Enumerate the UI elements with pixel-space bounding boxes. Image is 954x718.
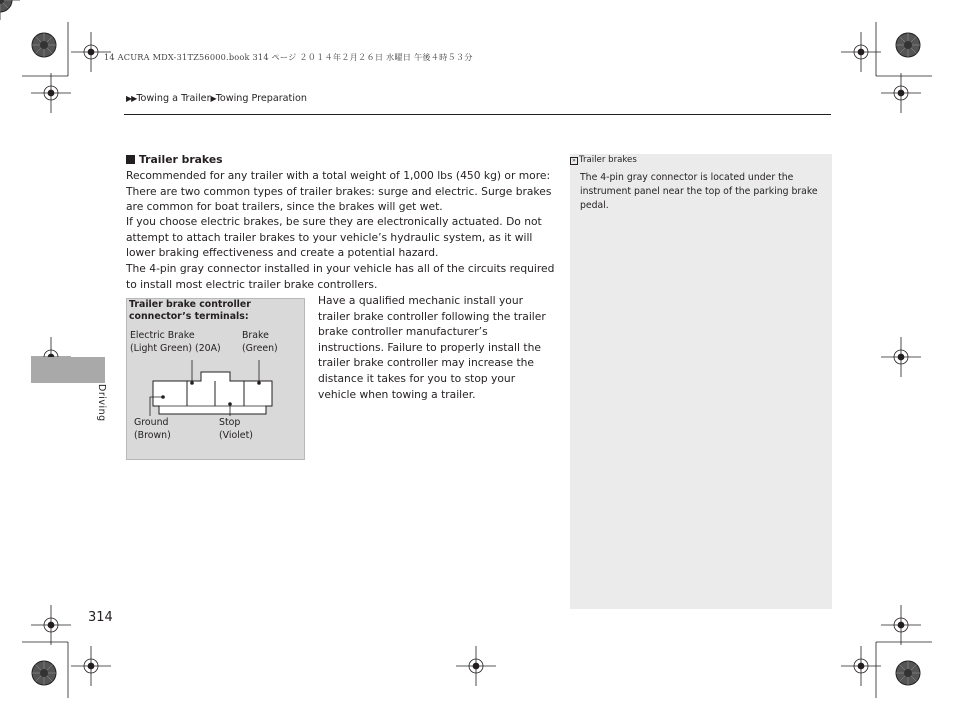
square-bullet-icon <box>126 155 135 164</box>
breadcrumb-separator: ▶ <box>210 94 216 103</box>
chapter-tab-label: Driving <box>96 384 107 422</box>
page-number: 314 <box>88 610 113 625</box>
note-arrow-icon: » <box>570 157 578 165</box>
label-electric-brake-color: (Light Green) (20A) <box>130 342 221 354</box>
print-job-line: 14 ACURA MDX-31TZ56000.book 314 ページ ２０１４年２月２６日 水曜日 午後４時５３分 <box>104 52 473 62</box>
sidebar-note-title <box>570 155 637 165</box>
paragraph-electric-brakes: If you choose electric brakes, be sure they are electronically actuated. Do not attempt to attach trailer brakes to your vehicle’s hydraulic system, as it will lower braking effectiveness and create a potential hazard. <box>126 215 542 260</box>
section-heading-text: Trailer brakes <box>139 153 223 166</box>
label-ground-color: (Brown) <box>134 429 171 441</box>
breadcrumb-item-towing-preparation[interactable]: Towing Preparation <box>215 93 307 104</box>
connector-diagram <box>126 298 305 460</box>
label-brake-name: Brake <box>242 330 269 341</box>
dot-ground <box>161 395 165 399</box>
paragraph-connector: The 4-pin gray connector installed in your vehicle has all of the circuits required to install most electric trailer brake controllers. <box>126 262 555 291</box>
label-stop-name: Stop <box>219 417 241 428</box>
label-ground-name: Ground <box>134 417 169 428</box>
breadcrumb-item-towing-a-trailer[interactable]: Towing a Trailer <box>136 93 211 104</box>
breadcrumb <box>126 93 307 104</box>
breadcrumb-marker: ▶▶ <box>126 94 137 103</box>
chapter-tab <box>31 357 105 383</box>
label-electric-brake-name: Electric Brake <box>130 330 195 341</box>
label-brake-color: (Green) <box>242 342 278 354</box>
paragraph-mechanic: Have a qualified mechanic install your trailer brake controller following the trailer brake controller manufacturer’s instructions. Failure to properly install the trailer brake controller may increase the distance it takes for you to stop your vehicle when towing a trailer. <box>318 294 546 401</box>
connector-body <box>153 372 272 414</box>
figure-title: Trailer brake controller connector’s terminals: <box>129 299 251 322</box>
dot-electric-brake <box>190 381 194 385</box>
section-heading <box>126 153 223 166</box>
sidebar-note-title-text: Trailer brakes <box>579 155 637 165</box>
sidebar-note <box>570 154 832 609</box>
dot-brake <box>257 381 261 385</box>
label-stop-color: (Violet) <box>219 429 253 441</box>
dot-stop <box>228 402 232 406</box>
sidebar-note-text: The 4-pin gray connector is located under the instrument panel near the top of the parking brake pedal. <box>580 172 818 211</box>
header-divider <box>124 114 831 115</box>
paragraph-recommended: Recommended for any trailer with a total weight of 1,000 lbs (450 kg) or more: There are two common types of trailer brakes: surge and electric. Surge brakes are common for boat trailers, since the brakes will get wet. <box>126 169 552 214</box>
